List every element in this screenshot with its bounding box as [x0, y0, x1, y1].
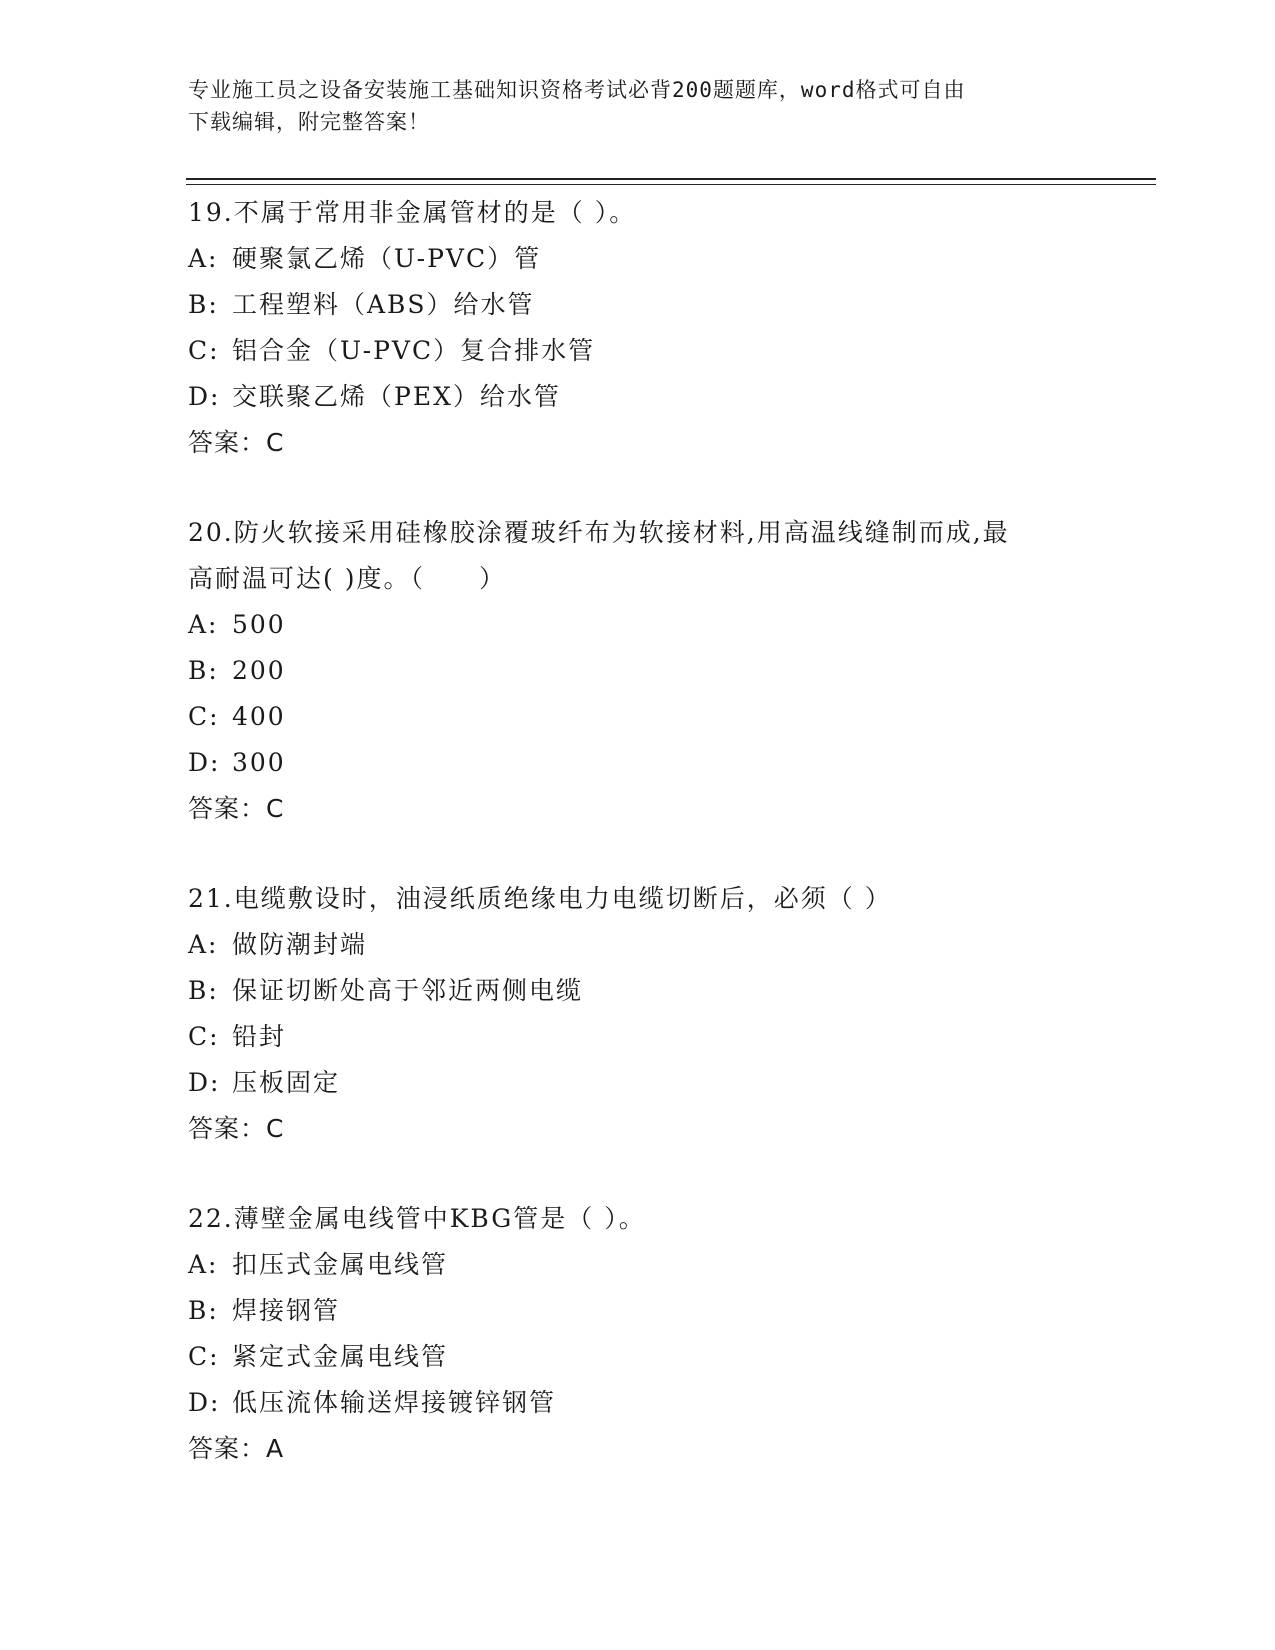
option-text: 铝合金（U-PVC）复合排水管: [232, 336, 596, 365]
question-stem: 20.防火软接采用硅橡胶涂覆玻纤布为软接材料,用高温线缝制而成,最: [188, 518, 1010, 547]
option-letter: D:: [188, 748, 221, 777]
question-stem: 22.薄壁金属电线管中KBG管是（ ）。: [188, 1204, 646, 1233]
header-divider-thin: [186, 184, 1156, 185]
option-text: 保证切断处高于邻近两侧电缆: [232, 976, 584, 1005]
option-text: 紧定式金属电线管: [232, 1342, 449, 1371]
option-c: [188, 694, 1088, 740]
header-line-2: 下载编辑，附完整答案！: [188, 110, 430, 134]
option-c: [188, 328, 1088, 374]
option-c: [188, 1334, 1088, 1380]
option-b: [188, 1288, 1088, 1334]
option-letter: A:: [188, 930, 219, 959]
answer-line: 答案：A: [188, 1434, 285, 1463]
option-text: 400: [232, 702, 286, 731]
option-b: [188, 282, 1088, 328]
answer-line: 答案：C: [188, 794, 285, 823]
option-letter: A:: [188, 610, 219, 639]
option-c: [188, 1014, 1088, 1060]
option-letter: C:: [188, 336, 220, 365]
option-b: [188, 648, 1088, 694]
option-letter: A:: [188, 244, 219, 273]
option-a: [188, 1242, 1088, 1288]
option-letter: D:: [188, 1068, 221, 1097]
question-stem-continued: 高耐温可达( )度。（ ）: [188, 564, 506, 593]
option-d: [188, 374, 1088, 420]
header-line-1: 专业施工员之设备安装施工基础知识资格考试必背200题题库，word格式可自由: [188, 78, 966, 102]
option-letter: B:: [188, 290, 219, 319]
question-21: [188, 876, 1088, 1152]
option-letter: D:: [188, 382, 221, 411]
option-text: 做防潮封端: [232, 930, 368, 959]
document-header: [188, 74, 1068, 138]
option-d: [188, 1380, 1088, 1426]
option-a: [188, 236, 1088, 282]
answer-line: 答案：C: [188, 428, 285, 457]
option-letter: B:: [188, 1296, 219, 1325]
option-text: 铅封: [232, 1022, 287, 1051]
answer-line: 答案：C: [188, 1114, 285, 1143]
option-letter: C:: [188, 1342, 220, 1371]
question-22: [188, 1196, 1088, 1472]
question-19: [188, 190, 1088, 466]
option-letter: A:: [188, 1250, 219, 1279]
option-letter: C:: [188, 1022, 220, 1051]
header-divider-thick: [186, 178, 1156, 180]
option-text: 焊接钢管: [232, 1296, 341, 1325]
question-list: [188, 190, 1088, 1516]
option-text: 工程塑料（ABS）给水管: [232, 290, 535, 319]
option-letter: C:: [188, 702, 220, 731]
option-text: 硬聚氯乙烯（U-PVC）管: [232, 244, 542, 273]
option-a: [188, 922, 1088, 968]
option-text: 低压流体输送焊接镀锌钢管: [232, 1388, 557, 1417]
option-d: [188, 1060, 1088, 1106]
option-text: 交联聚乙烯（PEX）给水管: [232, 382, 561, 411]
question-stem: 21.电缆敷设时，油浸纸质绝缘电力电缆切断后，必须（ ）: [188, 884, 892, 913]
option-letter: B:: [188, 656, 219, 685]
option-text: 扣压式金属电线管: [232, 1250, 449, 1279]
option-a: [188, 602, 1088, 648]
option-d: [188, 740, 1088, 786]
option-text: 压板固定: [232, 1068, 341, 1097]
option-letter: B:: [188, 976, 219, 1005]
question-stem: 19.不属于常用非金属管材的是（ ）。: [188, 198, 637, 227]
option-b: [188, 968, 1088, 1014]
option-text: 300: [232, 748, 286, 777]
question-20: [188, 510, 1088, 832]
option-letter: D:: [188, 1388, 221, 1417]
option-text: 200: [232, 656, 286, 685]
option-text: 500: [232, 610, 286, 639]
